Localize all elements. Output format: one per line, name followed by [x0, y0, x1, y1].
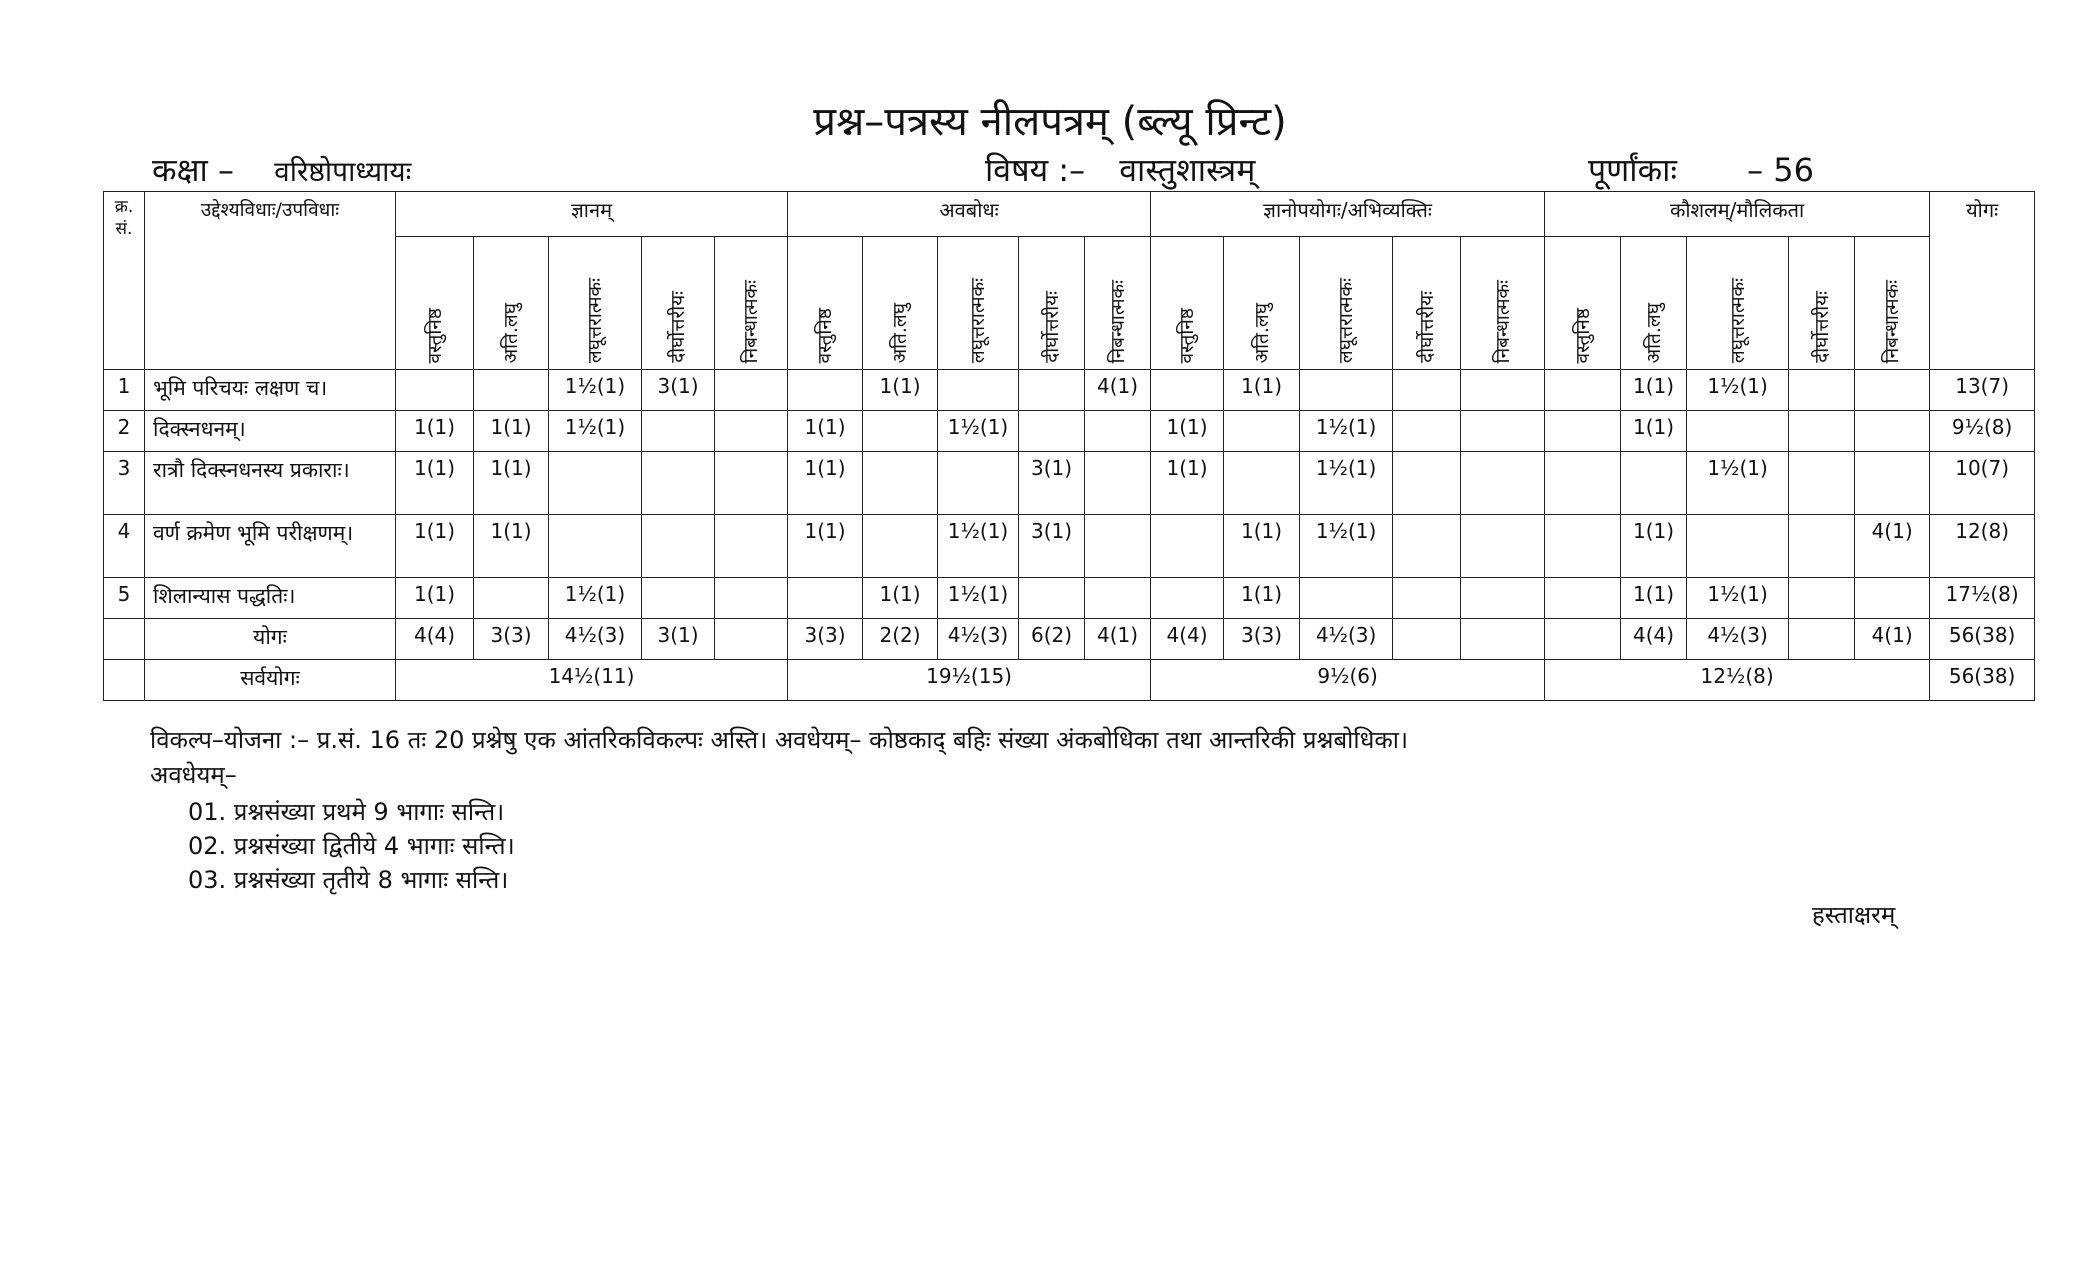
- subhead-dirghottar: दीर्घोत्तरीयः: [1393, 237, 1461, 370]
- marks-cell: [1855, 370, 1930, 411]
- marks-cell: 1(1): [1151, 452, 1224, 515]
- marks-cell: [715, 411, 788, 452]
- row-topic: भूमि परिचयः लक्षण च।: [145, 370, 396, 411]
- subhead-vastunishth: वस्तुनिष्ठ: [396, 237, 474, 370]
- marks-cell: 1½(1): [938, 411, 1019, 452]
- group-header-gyanam: ज्ञानम्: [396, 192, 788, 237]
- row-topic: दिक्स्नधनम्।: [145, 411, 396, 452]
- row-total: 12(8): [1930, 515, 2035, 578]
- marks-cell: [1085, 411, 1151, 452]
- marks-cell: 1(1): [1621, 578, 1687, 619]
- marks-cell: 1½(1): [938, 578, 1019, 619]
- sum-cell: 3(1): [642, 619, 715, 660]
- marks-cell: [715, 578, 788, 619]
- marks-cell: 3(1): [642, 370, 715, 411]
- subject-value: वास्तुशास्त्रम्: [1119, 151, 1256, 189]
- marks-cell: [938, 452, 1019, 515]
- marks-cell: [715, 452, 788, 515]
- sum-cell: 4(4): [396, 619, 474, 660]
- subhead-nibandh: निबन्धात्मकः: [1461, 237, 1545, 370]
- sum-cell: 2(2): [863, 619, 938, 660]
- marks-cell: 4(1): [1855, 515, 1930, 578]
- marks-cell: [1461, 578, 1545, 619]
- sum-cell: 4(4): [1621, 619, 1687, 660]
- subhead-vastunishth: वस्तुनिष्ठ: [788, 237, 863, 370]
- col-total-header: योगः: [1930, 192, 2035, 370]
- marks-cell: 1(1): [788, 411, 863, 452]
- subhead-laghuttar: लघूत्तरात्मकः: [1300, 237, 1393, 370]
- marks-cell: 1½(1): [549, 578, 642, 619]
- grand-group-total: 14½(11): [396, 660, 788, 701]
- row-topic: वर्ण क्रमेण भूमि परीक्षणम्।: [145, 515, 396, 578]
- sum-cell: 3(3): [788, 619, 863, 660]
- subhead-laghuttar: लघूत्तरात्मकः: [938, 237, 1019, 370]
- marks-cell: [1789, 515, 1855, 578]
- sum-row: [104, 619, 2035, 660]
- sum-label: योगः: [145, 619, 396, 660]
- row-total: 10(7): [1930, 452, 2035, 515]
- grand-group-total: 19½(15): [788, 660, 1151, 701]
- sum-cell: 3(3): [1224, 619, 1300, 660]
- table-row: [104, 411, 2035, 452]
- marks-cell: [1393, 578, 1461, 619]
- marks-cell: 3(1): [1019, 515, 1085, 578]
- row-serial: 1: [104, 370, 145, 411]
- col-topic-header: उद्देश्यविधाः/उपविधाः: [145, 192, 396, 370]
- marks-cell: [1461, 411, 1545, 452]
- subhead-ati-laghu: अति.लघु: [1621, 237, 1687, 370]
- table-row: [104, 452, 2035, 515]
- subhead-nibandh: निबन्धात्मकः: [1855, 237, 1930, 370]
- subhead-vastunishth: वस्तुनिष्ठ: [1545, 237, 1621, 370]
- marks-cell: [1687, 515, 1789, 578]
- sum-cell: 4½(3): [1687, 619, 1789, 660]
- subhead-dirghottar: दीर्घोत्तरीयः: [1789, 237, 1855, 370]
- marks-cell: [474, 370, 549, 411]
- marks-cell: [863, 452, 938, 515]
- marks-cell: 1½(1): [1300, 452, 1393, 515]
- marks-cell: [1224, 452, 1300, 515]
- marks-cell: [1393, 452, 1461, 515]
- marks-cell: 4(1): [1085, 370, 1151, 411]
- sum-cell: 6(2): [1019, 619, 1085, 660]
- marks-cell: [938, 370, 1019, 411]
- subhead-dirghottar: दीर्घोत्तरीयः: [1019, 237, 1085, 370]
- row-total: 13(7): [1930, 370, 2035, 411]
- group-header-kaushalam: कौशलम्/मौलिकता: [1545, 192, 1930, 237]
- blueprint-table: [103, 191, 2035, 701]
- sum-cell: 4½(3): [938, 619, 1019, 660]
- subject-label: विषय :–: [985, 151, 1086, 189]
- row-topic: रात्रौ दिक्स्नधनस्य प्रकाराः।: [145, 452, 396, 515]
- marks-cell: [549, 452, 642, 515]
- subhead-laghuttar: लघूत्तरात्मकः: [549, 237, 642, 370]
- row-serial: [104, 619, 145, 660]
- option-scheme-note: विकल्प–योजना :– प्र.सं. 16 तः 20 प्रश्नेषु एक आंतरिकविकल्पः अस्ति। अवधेयम्– कोष्ठकाद् बहिः संख्या अंकबोधिका तथा आन्तरिकी प्रश्नबोधिका।: [150, 726, 1409, 754]
- sum-cell: [1461, 619, 1545, 660]
- marks-cell: [549, 515, 642, 578]
- marks-cell: [474, 578, 549, 619]
- marks-cell: 1½(1): [1687, 370, 1789, 411]
- marks-cell: [1151, 578, 1224, 619]
- grand-group-total: 12½(8): [1545, 660, 1930, 701]
- marks-label: पूर्णांकाः: [1588, 151, 1677, 189]
- row-serial: 3: [104, 452, 145, 515]
- marks-cell: [1621, 452, 1687, 515]
- marks-cell: [1855, 578, 1930, 619]
- marks-cell: [1855, 452, 1930, 515]
- marks-cell: [1019, 578, 1085, 619]
- row-serial: [104, 660, 145, 701]
- marks-cell: [1300, 370, 1393, 411]
- row-topic: शिलान्यास पद्धतिः।: [145, 578, 396, 619]
- marks-cell: [1461, 370, 1545, 411]
- marks-cell: [1789, 411, 1855, 452]
- marks-cell: 1(1): [1621, 515, 1687, 578]
- subhead-ati-laghu: अति.लघु: [1224, 237, 1300, 370]
- subhead-nibandh: निबन्धात्मकः: [1085, 237, 1151, 370]
- marks-cell: 1½(1): [549, 411, 642, 452]
- marks-cell: [1545, 515, 1621, 578]
- marks-cell: 1(1): [1621, 370, 1687, 411]
- marks-cell: [1461, 515, 1545, 578]
- marks-cell: 1½(1): [938, 515, 1019, 578]
- marks-value: – 56: [1747, 151, 1814, 189]
- sum-cell: 3(3): [474, 619, 549, 660]
- sum-cell: 4(1): [1855, 619, 1930, 660]
- marks-cell: 3(1): [1019, 452, 1085, 515]
- marks-cell: 1½(1): [1687, 578, 1789, 619]
- sum-cell: [1393, 619, 1461, 660]
- marks-cell: 1(1): [396, 578, 474, 619]
- subject-info: [985, 148, 1255, 191]
- marks-cell: [863, 515, 938, 578]
- sum-cell: [715, 619, 788, 660]
- marks-cell: 1(1): [1224, 370, 1300, 411]
- marks-cell: [788, 578, 863, 619]
- marks-cell: [642, 411, 715, 452]
- marks-cell: 1(1): [474, 515, 549, 578]
- marks-cell: 1(1): [1224, 578, 1300, 619]
- subhead-dirghottar: दीर्घोत्तरीयः: [642, 237, 715, 370]
- marks-cell: [1019, 411, 1085, 452]
- marks-cell: 1(1): [396, 515, 474, 578]
- col-serial-header: क्र. सं.: [104, 192, 145, 370]
- row-serial: 4: [104, 515, 145, 578]
- marks-cell: 1½(1): [1300, 515, 1393, 578]
- attention-heading: अवधेयम्–: [150, 761, 237, 789]
- marks-cell: 1(1): [474, 411, 549, 452]
- marks-cell: [715, 370, 788, 411]
- marks-cell: [642, 578, 715, 619]
- table-row: [104, 578, 2035, 619]
- marks-cell: 1(1): [863, 578, 938, 619]
- marks-cell: [1300, 578, 1393, 619]
- marks-cell: [1019, 370, 1085, 411]
- marks-cell: [1461, 452, 1545, 515]
- table-row: [104, 515, 2035, 578]
- marks-cell: 1½(1): [1300, 411, 1393, 452]
- marks-cell: [1789, 452, 1855, 515]
- marks-cell: 1(1): [1224, 515, 1300, 578]
- grand-total-row: [104, 660, 2035, 701]
- sum-cell: [1545, 619, 1621, 660]
- row-total: 9½(8): [1930, 411, 2035, 452]
- class-info: [152, 148, 411, 191]
- marks-cell: 1½(1): [549, 370, 642, 411]
- marks-cell: [1545, 452, 1621, 515]
- marks-cell: [1545, 411, 1621, 452]
- group-header-gyanopayog: ज्ञानोपयोगः/अभिव्यक्तिः: [1151, 192, 1545, 237]
- row-serial: 5: [104, 578, 145, 619]
- subhead-nibandh: निबन्धात्मकः: [715, 237, 788, 370]
- marks-cell: [396, 370, 474, 411]
- marks-cell: [715, 515, 788, 578]
- marks-info: [1588, 148, 1814, 191]
- row-total: 17½(8): [1930, 578, 2035, 619]
- group-header-avabodh: अवबोधः: [788, 192, 1151, 237]
- marks-cell: 1(1): [788, 515, 863, 578]
- marks-cell: [1789, 578, 1855, 619]
- marks-cell: 1(1): [396, 411, 474, 452]
- marks-cell: [1545, 578, 1621, 619]
- sum-cell: 4½(3): [549, 619, 642, 660]
- subhead-vastunishth: वस्तुनिष्ठ: [1151, 237, 1224, 370]
- document-title: प्रश्न–पत्रस्य नीलपत्रम् (ब्ल्यू प्रिन्ट): [813, 99, 1287, 145]
- marks-cell: 1(1): [396, 452, 474, 515]
- marks-cell: [1151, 515, 1224, 578]
- grand-total: 56(38): [1930, 660, 2035, 701]
- marks-cell: [1393, 515, 1461, 578]
- marks-cell: 1(1): [1621, 411, 1687, 452]
- subhead-ati-laghu: अति.लघु: [474, 237, 549, 370]
- marks-cell: [642, 452, 715, 515]
- note-item: 01. प्रश्नसंख्या प्रथमे 9 भागाः सन्ति।: [188, 798, 505, 826]
- table-row: [104, 370, 2035, 411]
- class-value: वरिष्ठोपाध्यायः: [274, 155, 412, 188]
- note-item: 02. प्रश्नसंख्या द्वितीये 4 भागाः सन्ति।: [188, 832, 515, 860]
- subhead-ati-laghu: अति.लघु: [863, 237, 938, 370]
- sum-total: 56(38): [1930, 619, 2035, 660]
- marks-cell: [1151, 370, 1224, 411]
- marks-cell: 1(1): [474, 452, 549, 515]
- marks-cell: [1545, 370, 1621, 411]
- marks-cell: [1224, 411, 1300, 452]
- row-serial: 2: [104, 411, 145, 452]
- marks-cell: [1393, 411, 1461, 452]
- marks-cell: 1(1): [788, 452, 863, 515]
- sum-cell: 4½(3): [1300, 619, 1393, 660]
- marks-cell: [1789, 370, 1855, 411]
- marks-cell: [788, 370, 863, 411]
- sum-cell: 4(4): [1151, 619, 1224, 660]
- sum-cell: 4(1): [1085, 619, 1151, 660]
- marks-cell: [1393, 370, 1461, 411]
- table-body: [104, 370, 2035, 701]
- marks-cell: [1085, 578, 1151, 619]
- sum-cell: [1789, 619, 1855, 660]
- marks-cell: [863, 411, 938, 452]
- subhead-laghuttar: लघूत्तरात्मकः: [1687, 237, 1789, 370]
- class-label: कक्षा –: [152, 151, 234, 189]
- note-item: 03. प्रश्नसंख्या तृतीये 8 भागाः सन्ति।: [188, 866, 509, 894]
- grand-total-label: सर्वयोगः: [145, 660, 396, 701]
- marks-cell: [642, 515, 715, 578]
- marks-cell: [1687, 411, 1789, 452]
- marks-cell: 1(1): [863, 370, 938, 411]
- marks-cell: [1855, 411, 1930, 452]
- signature-label: हस्ताक्षरम्: [1812, 901, 1896, 929]
- marks-cell: 1½(1): [1687, 452, 1789, 515]
- marks-cell: [1085, 452, 1151, 515]
- grand-group-total: 9½(6): [1151, 660, 1545, 701]
- marks-cell: [1085, 515, 1151, 578]
- marks-cell: 1(1): [1151, 411, 1224, 452]
